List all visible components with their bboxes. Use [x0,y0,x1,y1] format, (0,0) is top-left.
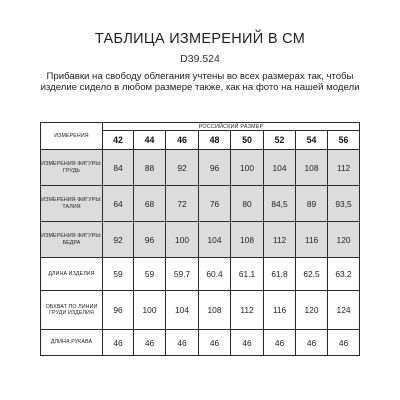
table-cell: 62.5 [296,258,328,291]
row-label: ИЗМЕРЕНИЯ ФИГУРЫ: ТАЛИЯ [41,186,103,222]
size-header: 52 [264,131,296,150]
table-cell: 46 [166,330,199,356]
table-row [41,291,360,330]
table-cell: 64 [103,186,134,222]
table-cell: 104 [199,222,231,258]
table-cell: 89 [296,186,328,222]
row-label: ДЛИНА РУКАВА [41,330,103,356]
table-cell: 59 [134,258,166,291]
table-cell: 46 [134,330,166,356]
table-cell: 80 [231,186,264,222]
table-cell: 60.4 [199,258,231,291]
table-cell: 108 [199,291,231,330]
table-cell: 84,5 [264,186,296,222]
table-cell: 72 [166,186,199,222]
table-cell: 104 [166,291,199,330]
row-label: ИЗМЕРЕНИЯ ФИГУРЫ: ГРУДЬ [41,150,103,186]
table-row [41,186,360,222]
product-code: D39.524 [180,53,220,65]
row-label: ОБХВАТ ПО ЛИНИИ ГРУДИ ИЗДЕЛИЯ [41,291,103,330]
table-cell: 96 [199,150,231,186]
table-cell: 46 [199,330,231,356]
table-cell: 116 [264,291,296,330]
table-cell: 120 [296,291,328,330]
measurements-table [40,122,360,356]
table-row [41,258,360,291]
row-label: ДЛИНА ИЗДЕЛИЯ [41,258,103,291]
table-cell: 96 [103,291,134,330]
table-row [41,330,360,356]
table-cell: 68 [134,186,166,222]
table-cell: 116 [296,222,328,258]
table-cell: 88 [134,150,166,186]
table-cell: 61.8 [264,258,296,291]
table-cell: 108 [296,150,328,186]
table-cell: 112 [328,150,360,186]
table-cell: 46 [231,330,264,356]
row-header-measurements: ИЗМЕРЕНИЯ [41,123,103,150]
table-cell: 46 [296,330,328,356]
table-cell: 104 [264,150,296,186]
table-cell: 63.2 [328,258,360,291]
fit-note: Прибавки на свободу облегания учтены во всех размерах так, чтобы изделие сидело в любом размере также, как на фото на нашей модели [40,71,360,94]
size-header: 56 [328,131,360,150]
table-cell: 100 [166,222,199,258]
size-group-header: РОССИЙСКИЙ РАЗМЕР [103,123,360,131]
table-cell: 100 [231,150,264,186]
table-cell: 124 [328,291,360,330]
table-cell: 46 [328,330,360,356]
table-cell: 46 [103,330,134,356]
table-cell: 96 [134,222,166,258]
table-cell: 59.7 [166,258,199,291]
table-cell: 112 [264,222,296,258]
table-cell: 84 [103,150,134,186]
table-cell: 100 [134,291,166,330]
row-label: ИЗМЕРЕНИЯ ФИГУРЫ: БЕДРА [41,222,103,258]
table-cell: 108 [231,222,264,258]
size-header: 46 [166,131,199,150]
table-row [41,222,360,258]
table-cell: 93,5 [328,186,360,222]
size-header: 48 [199,131,231,150]
table-cell: 46 [264,330,296,356]
table-row [41,150,360,186]
table-cell: 76 [199,186,231,222]
table-cell: 61.1 [231,258,264,291]
page-title: ТАБЛИЦА ИЗМЕРЕНИЙ В СМ [94,31,306,47]
size-header: 44 [134,131,166,150]
table-cell: 92 [103,222,134,258]
table-cell: 92 [166,150,199,186]
table-cell: 112 [231,291,264,330]
table-cell: 59 [103,258,134,291]
table-cell: 120 [328,222,360,258]
size-header: 42 [103,131,134,150]
size-header: 54 [296,131,328,150]
size-header: 50 [231,131,264,150]
